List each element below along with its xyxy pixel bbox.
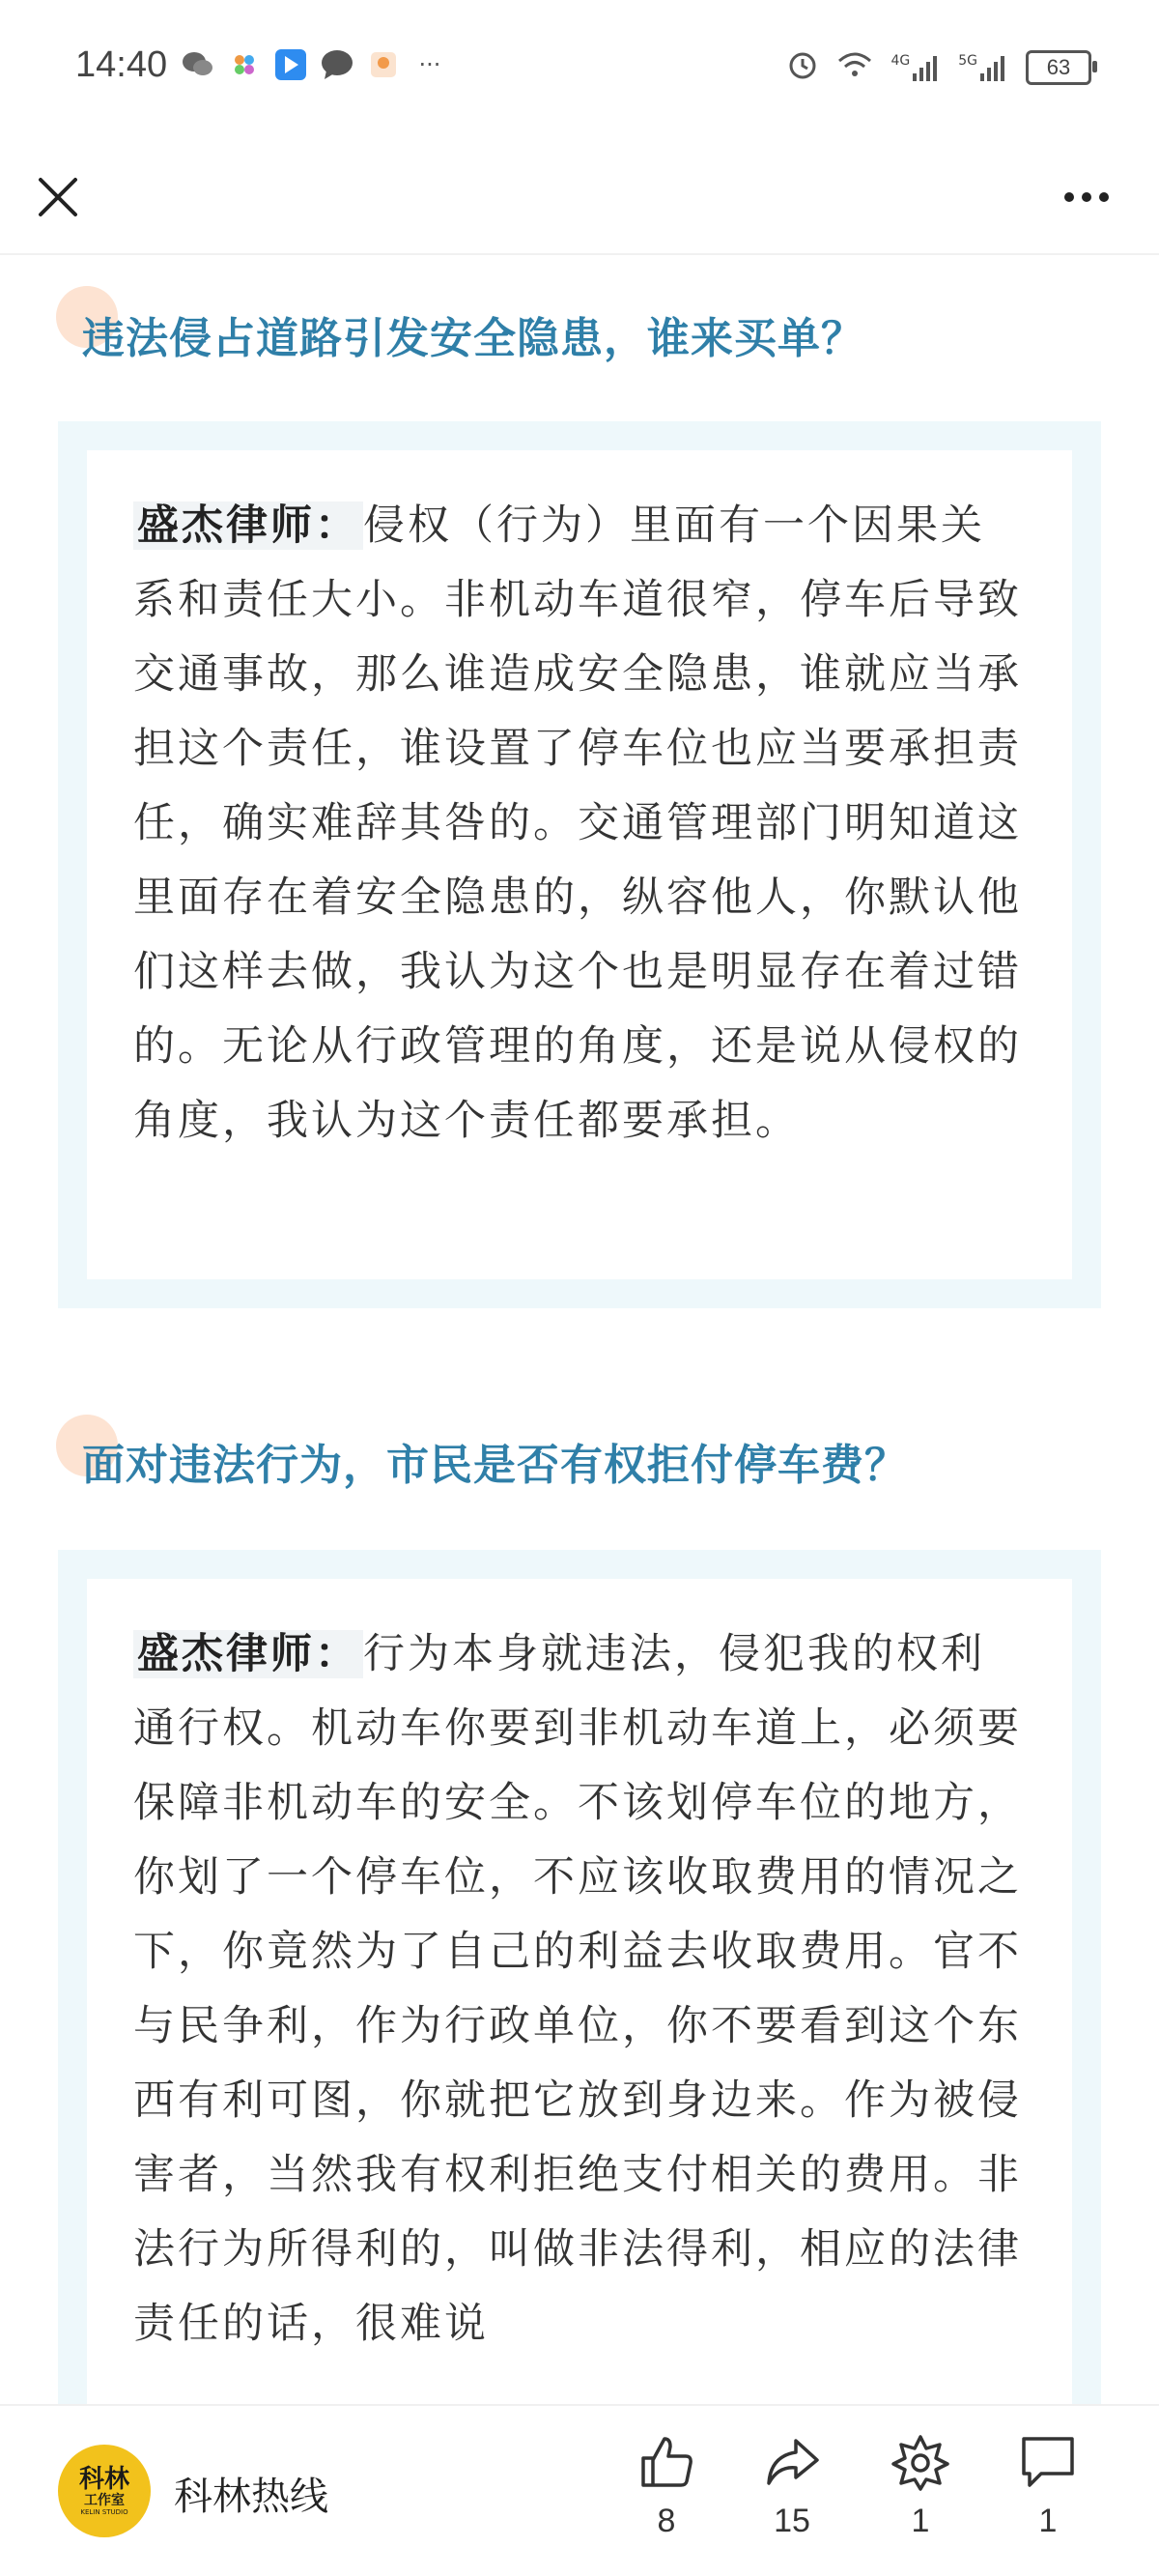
signal-4g-icon: 4G xyxy=(890,54,941,81)
recommend-button[interactable] xyxy=(877,2433,964,2540)
more-options-button[interactable] xyxy=(1053,166,1120,228)
more-icon: ··· xyxy=(418,51,441,78)
comment-button[interactable] xyxy=(1004,2433,1091,2540)
author-avatar[interactable] xyxy=(58,2445,151,2537)
logo-sub-text: 工作室 xyxy=(84,2493,125,2508)
recommend-icon xyxy=(891,2433,949,2491)
app-icon xyxy=(228,48,261,81)
speaker-name: 盛杰律师： xyxy=(133,501,363,550)
more-dot xyxy=(1099,192,1109,202)
quote-box-inner xyxy=(87,450,1072,1279)
quote-body: 行为本身就违法，侵犯我的权利通行权。机动车你要到非机动车道上，必须要保障非机动车的安全。不该划停车位的地方，你划了一个停车位，不应该收取费用的情况之下，你竟然为了自己的利益去收取费用。官不与民争利，作为行政单位，你不要看到这个东西有利可图，你就把它放到身边来。作为被侵害者，当然我有权利拒绝支付相关的费用。非法行为所得利的，叫做非法得利，相应的法律责任的话，很难说 xyxy=(133,1630,1022,2348)
quote-box-inner xyxy=(87,1579,1072,2516)
signal-5g-icon: 5G xyxy=(958,54,1008,81)
quote-box xyxy=(58,1550,1101,2516)
logo-small-text: KELIN STUDIO xyxy=(80,2508,128,2516)
like-button[interactable] xyxy=(623,2433,710,2540)
comment-count: 1 xyxy=(1038,2503,1058,2539)
tencent-video-icon xyxy=(274,48,307,81)
comment-icon xyxy=(1018,2433,1078,2491)
system-indicators xyxy=(786,48,1091,87)
share-count: 15 xyxy=(774,2503,810,2539)
quote-body: 侵权（行为）里面有一个因果关系和责任大小。非机动车道很窄，停车后导致交通事故，那么谁造成安全隐患，谁就应当承担这个责任，谁设置了停车位也应当要承担责任，确实难辞其咎的。交通管理部门明知道这里面存在着安全隐患的，纵容他人，你默认他们这样去做，我认为这个也是明显存在着过错的。无论从行政管理的角度，还是说从侵权的角度，我认为这个责任都要承担。 xyxy=(133,501,1022,1145)
recommend-count: 1 xyxy=(911,2503,930,2539)
logo-main-text: 科林 xyxy=(78,2465,129,2494)
close-button[interactable] xyxy=(27,166,89,228)
quote-text xyxy=(133,489,1026,1159)
section-heading: 违法侵占道路引发安全隐患，谁来买单？ xyxy=(82,314,864,363)
like-count: 8 xyxy=(657,2503,676,2539)
battery-indicator: 63 xyxy=(1026,50,1091,85)
top-nav-bar xyxy=(0,145,1159,255)
chat-bubble-icon xyxy=(321,48,353,81)
author-name[interactable]: 科林热线 xyxy=(174,2475,328,2519)
app-icon xyxy=(367,48,400,81)
section-heading: 面对违法行为，市民是否有权拒付停车费？ xyxy=(82,1441,908,1490)
close-icon xyxy=(37,176,79,218)
status-bar xyxy=(0,0,1159,145)
more-dots-icon xyxy=(1064,192,1074,202)
quote-text xyxy=(133,1617,1026,2361)
alarm-icon xyxy=(786,48,819,87)
more-dot xyxy=(1082,192,1091,202)
notification-icons xyxy=(182,48,446,81)
status-time: 14:40 xyxy=(75,44,168,85)
wifi-icon xyxy=(836,50,873,85)
wechat-icon xyxy=(182,48,214,81)
thumbs-up-icon xyxy=(637,2433,695,2491)
share-icon xyxy=(763,2433,821,2491)
share-button[interactable] xyxy=(749,2433,835,2540)
bottom-action-bar xyxy=(0,2404,1159,2576)
quote-box xyxy=(58,421,1101,1308)
speaker-name: 盛杰律师： xyxy=(133,1630,363,1678)
